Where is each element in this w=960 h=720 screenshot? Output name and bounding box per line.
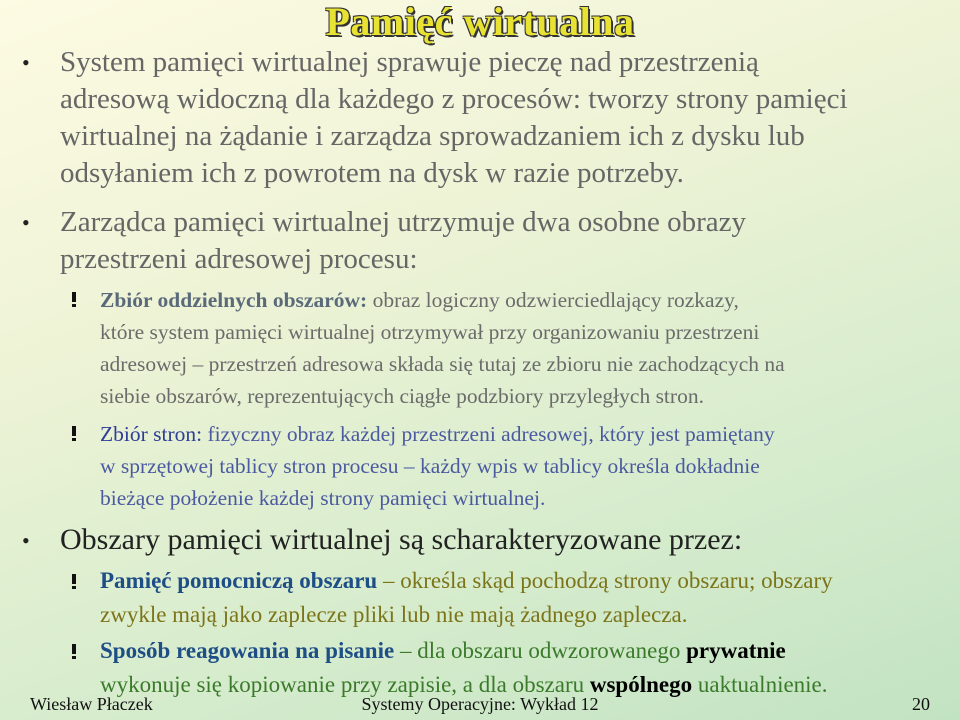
sub-bullet-line: zwykle mają jako zaplecze pliki lub nie mają żadnego zaplecza. [100,602,688,627]
keyword-private: prywatnie [686,638,786,663]
sub-bullet-backing-store [100,564,950,632]
sub-bullet-line: obraz logiczny odzwierciedlający rozkazy, [367,288,739,312]
bullet-dot: • [22,528,30,553]
sub-bullet-line: bieżące położenie każdej strony pamięci wirtualnej. [100,486,546,510]
bullet-1-line: odsyłaniem ich z powrotem na dysk w razie potrzeby. [60,157,684,189]
sub-bullet-line: w sprzętowej tablicy stron procesu – każdy wpis w tablicy określa dokładnie [100,454,760,478]
sub-bullet-line: – dla obszaru odwzorowanego [394,638,687,663]
bullet-dot: • [22,210,30,235]
bullet-2-line: przestrzeni adresowej procesu: [60,243,418,275]
slide-title: Pamięć wirtualna [325,0,635,44]
footer-course: Systemy Operacyjne: Wykład 12 [361,694,599,714]
sub-bullet-term: Pamięć pomocniczą obszaru [100,568,378,593]
sub-bullet-term: Sposób reagowania na pisanie [100,638,395,663]
exclamation-bullet-icon [70,574,78,588]
sub-bullet-page-set [100,418,950,514]
sub-bullet-line: wykonuje się kopiowanie przy zapisie, a dla obszaru [100,672,590,697]
sub-bullet-line: które system pamięci wirtualnej otrzymywał przy organizowaniu przestrzeni [100,320,760,344]
bullet-dot: • [22,50,30,75]
bullet-1-line: wirtualnej na żądanie i zarządza sprowadzaniem ich z dysku lub [60,120,805,152]
bullet-1-line: System pamięci wirtualnej sprawuje pieczę nad przestrzenią [60,46,759,78]
sub-bullet-separate-areas [100,284,950,412]
footer-author: Wiesław Płaczek [30,694,153,714]
sub-bullet-term: Zbiór stron: [100,422,203,446]
exclamation-bullet-icon [70,644,78,658]
exclamation-bullet-icon [70,292,78,306]
bullet-3-text: Obszary pamięci wirtualnej są scharakteryzowane przez: [60,523,743,556]
keyword-shared: wspólnego [589,672,693,697]
bullet-1-line: adresową widoczną dla każdego z procesów: tworzy strony pamięci [60,83,848,115]
sub-bullet-line: adresowej – przestrzeń adresowa składa się tutaj ze zbioru nie zachodzących na [100,352,785,376]
sub-bullet-write-behavior [100,634,950,702]
bullet-1-text [60,44,940,192]
bullet-2-line: Zarządca pamięci wirtualnej utrzymuje dwa osobne obrazy [60,206,747,238]
footer-page-number: 20 [912,694,930,714]
bullet-2-text [60,204,940,278]
sub-bullet-line: siebie obszarów, reprezentujących ciągłe podzbiory przyległych stron. [100,384,704,408]
sub-bullet-line: uaktualnienie. [692,672,828,697]
sub-bullet-line: fizyczny obraz każdej przestrzeni adresowej, który jest pamiętany [202,422,775,446]
sub-bullet-term: Zbiór oddzielnych obszarów: [100,288,368,312]
exclamation-bullet-icon [70,426,78,440]
sub-bullet-line: – określa skąd pochodzą strony obszaru; obszary [377,568,833,593]
